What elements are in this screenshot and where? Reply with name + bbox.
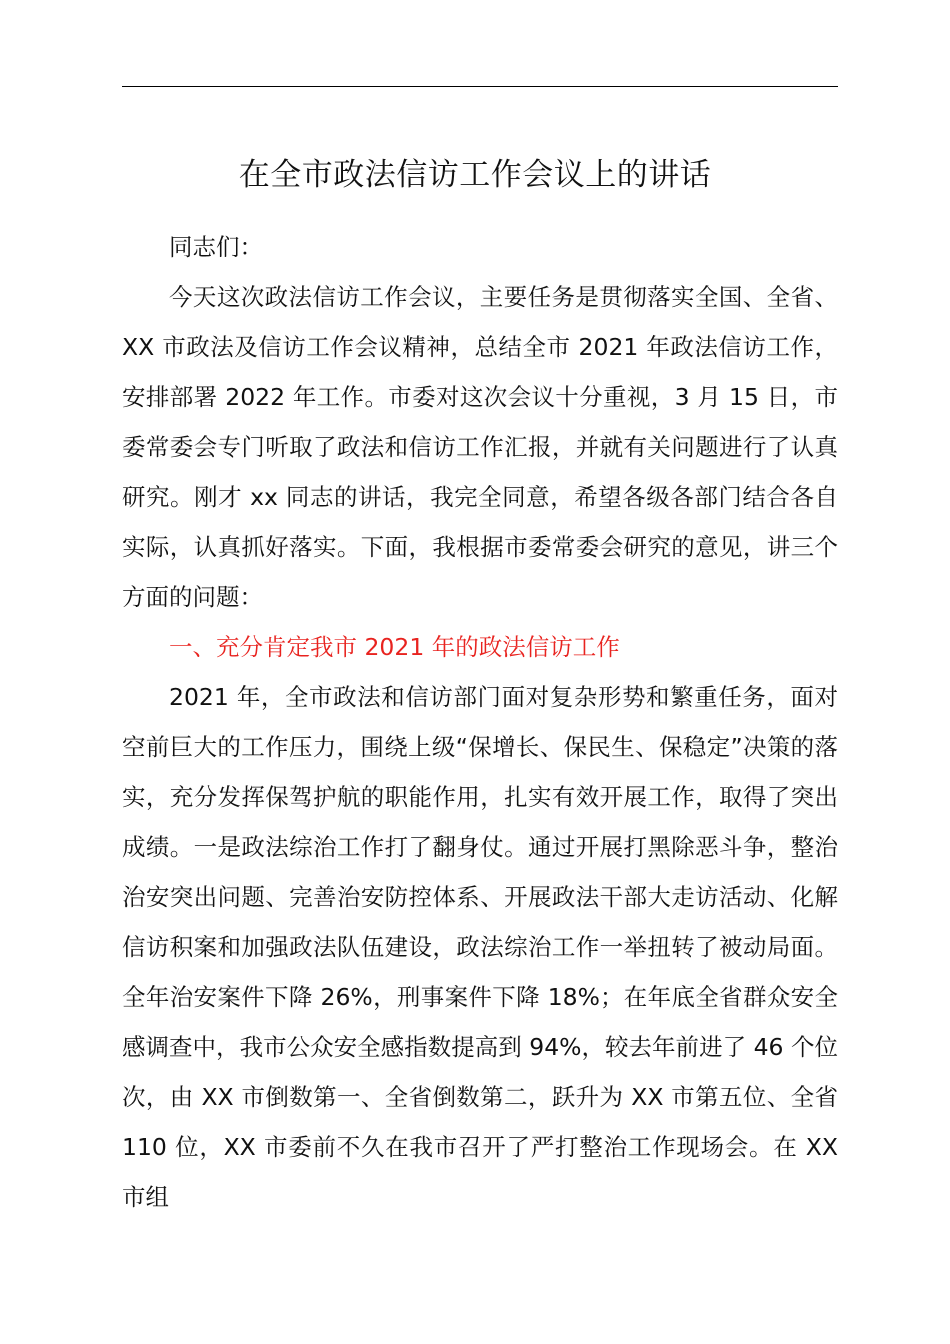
salutation: 同志们：	[169, 233, 263, 261]
section-1-heading: 一、充分肯定我市 2021 年的政法信访工作	[169, 633, 620, 661]
header-rule	[122, 86, 838, 87]
document-body	[122, 222, 838, 1222]
intro-paragraph: 今天这次政法信访工作会议，主要任务是贯彻落实全国、全省、XX 市政法及信访工作会议精神，总结全市 2021 年政法信访工作，安排部署 2022 年工作。市委对这次会议十分重视，3 月 15 日，市委常委会专门听取了政法和信访工作汇报，并就有关问题进行了认真研究。刚才 xx 同志的讲话，我完全同意，希望各级各部门结合各自实际，认真抓好落实。下面，我根据市委常委会研究的意见，讲三个方面的问题：	[122, 283, 838, 611]
document-title: 在全市政法信访工作会议上的讲话	[238, 157, 712, 193]
section-1-paragraph: 2021 年，全市政法和信访部门面对复杂形势和繁重任务，面对空前巨大的工作压力，围绕上级“保增长、保民生、保稳定”决策的落实，充分发挥保驾护航的职能作用，扎实有效开展工作，取得了突出成绩。一是政法综治工作打了翻身仗。通过开展打黑除恶斗争，整治治安突出问题、完善治安防控体系、开展政法干部大走访活动、化解信访积案和加强政法队伍建设，政法综治工作一举扭转了被动局面。全年治安案件下降 26%，刑事案件下降 18%；在年底全省群众安全感调查中，我市公众安全感指数提高到 94%，较去年前进了 46 个位次，由 XX 市倒数第一、全省倒数第二，跃升为 XX 市第五位、全省 110 位，XX 市委前不久在我市召开了严打整治工作现场会。在 XX 市组	[122, 683, 838, 1211]
